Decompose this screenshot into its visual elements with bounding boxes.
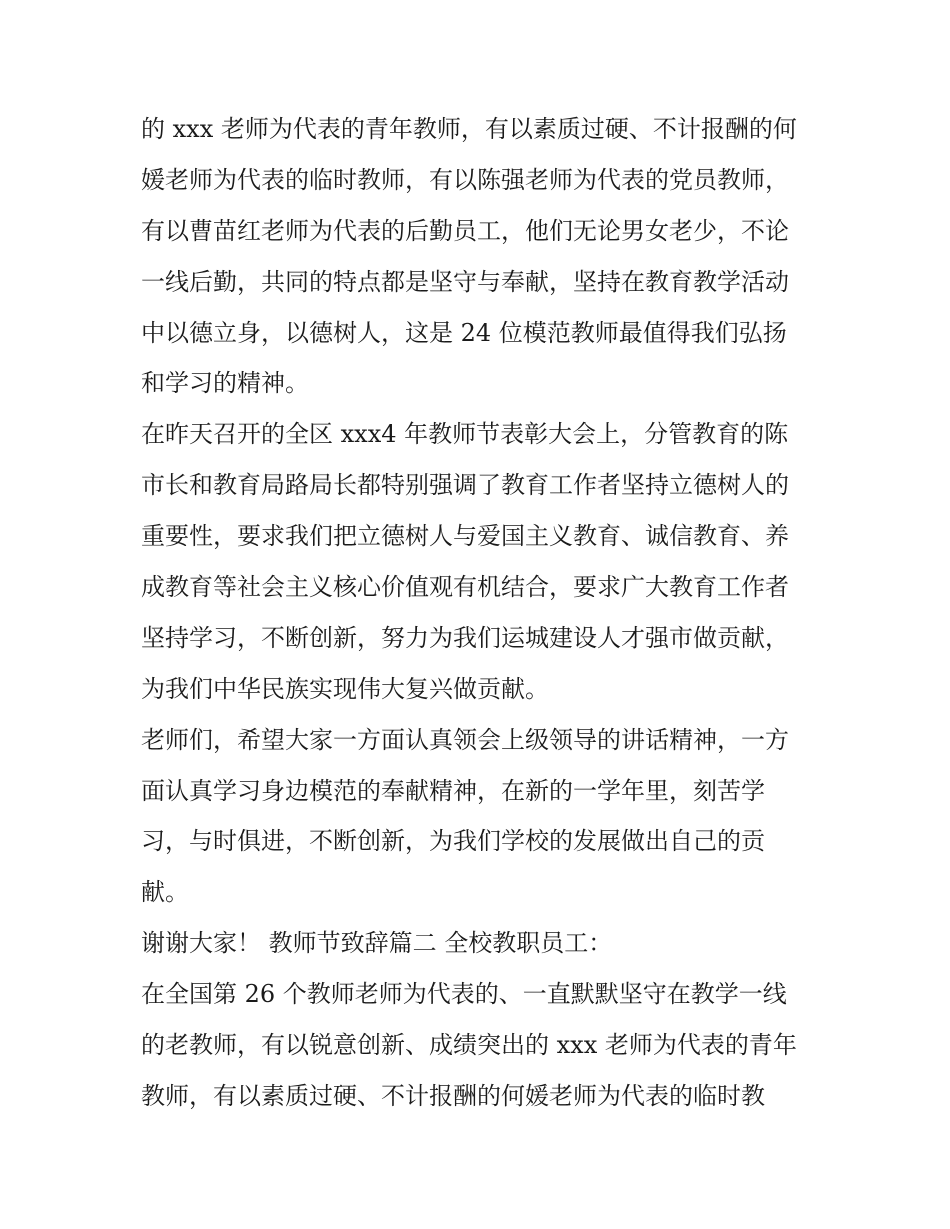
- text-line: 成教育等社会主义核心价值观有机结合，要求广大教育工作者: [141, 573, 789, 602]
- text-line: 老师们，希望大家一方面认真领会上级领导的讲话精神，一方: [141, 725, 789, 754]
- text-line: 为我们中华民族实现伟大复兴做贡献。: [141, 674, 549, 703]
- text-line: 谢谢大家！ 教师节致辞篇二 全校教职员工：: [141, 929, 613, 958]
- text-line: 和学习的精神。: [141, 369, 309, 398]
- text-line: 市长和教育局路局长都特别强调了教育工作者坚持立德树人的: [141, 471, 789, 500]
- text-line: 习，与时俱进，不断创新，为我们学校的发展做出自己的贡: [141, 827, 765, 856]
- text-line: 在全国第 26 个教师老师为代表的、一直默默坚守在教学一线: [141, 980, 787, 1009]
- text-line: 重要性，要求我们把立德树人与爱国主义教育、诚信教育、养: [141, 522, 789, 551]
- text-line: 献。: [141, 878, 189, 907]
- text-line: 一线后勤，共同的特点都是坚守与奉献，坚持在教育教学活动: [141, 267, 789, 296]
- text-line: 中以德立身，以德树人，这是 24 位模范教师最值得我们弘扬: [141, 318, 787, 347]
- text-line: 面认真学习身边模范的奉献精神，在新的一学年里，刻苦学: [141, 776, 765, 805]
- text-line: 的老教师，有以锐意创新、成绩突出的 xxx 老师为代表的青年: [141, 1031, 797, 1060]
- text-line: 教师，有以素质过硬、不计报酬的何媛老师为代表的临时教: [141, 1081, 765, 1110]
- document-body: [141, 104, 821, 1122]
- text-line: 有以曹苗红老师为代表的后勤员工，他们无论男女老少，不论: [141, 216, 789, 245]
- text-line: 的 xxx 老师为代表的青年教师，有以素质过硬、不计报酬的何: [141, 115, 797, 143]
- text-line: 坚持学习，不断创新，努力为我们运城建设人才强市做贡献，: [141, 623, 789, 652]
- text-line: 在昨天召开的全区 xxx4 年教师节表彰大会上，分管教育的陈: [141, 420, 789, 449]
- text-line: 媛老师为代表的临时教师，有以陈强老师为代表的党员教师，: [141, 165, 789, 194]
